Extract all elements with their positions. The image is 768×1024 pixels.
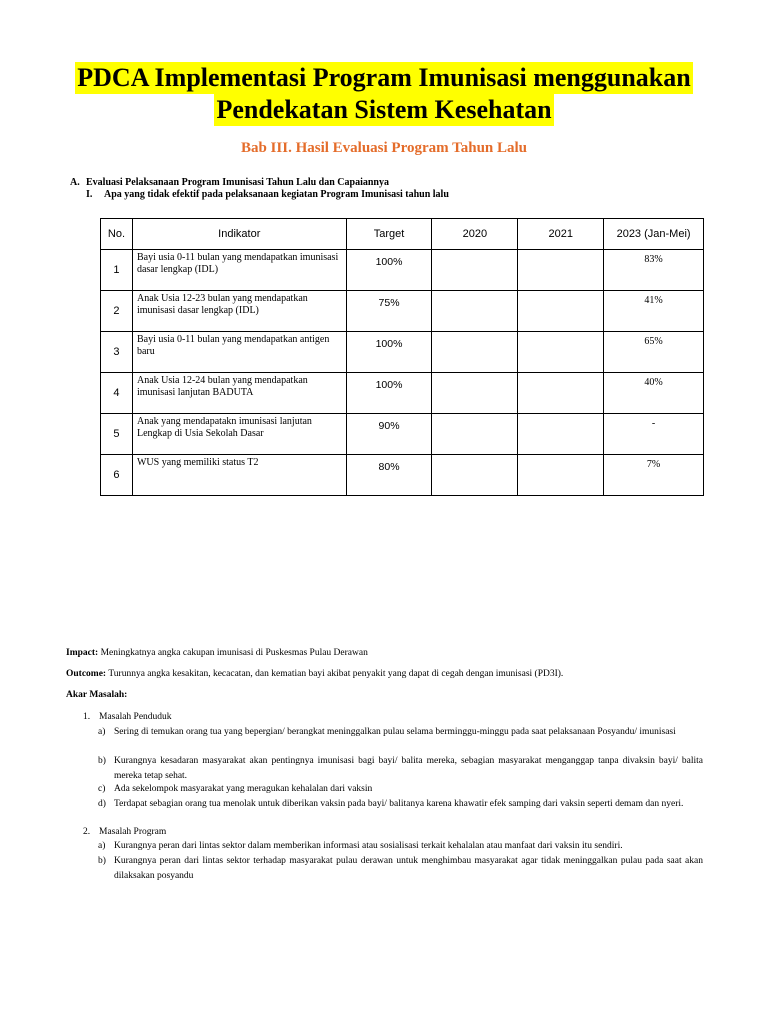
list-item-letter: a)	[98, 727, 106, 737]
cell-indikator: Bayi usia 0-11 bulan yang mendapatkan imunisasi dasar lengkap (IDL)	[132, 250, 346, 291]
header-no: No.	[101, 219, 133, 250]
list-item	[98, 839, 703, 854]
masalah-program-heading	[83, 825, 703, 840]
list-item	[98, 854, 703, 884]
list-item-letter: b)	[98, 856, 106, 866]
cell-no: 5	[101, 414, 133, 455]
cell-indikator: WUS yang memiliki status T2	[132, 455, 346, 496]
section-i-marker: I.	[86, 189, 93, 200]
cell-2021	[518, 414, 604, 455]
table-row	[101, 291, 704, 332]
masalah-penduduk-heading	[83, 710, 703, 725]
header-2020: 2020	[432, 219, 518, 250]
cell-target: 90%	[346, 414, 432, 455]
table-row	[101, 373, 704, 414]
section-a-text: Evaluasi Pelaksanaan Program Imunisasi Tahun Lalu dan Capaiannya	[86, 177, 389, 188]
list-item-letter: c)	[98, 784, 106, 794]
akar-masalah-heading	[66, 688, 704, 703]
section-i-heading	[86, 189, 449, 200]
cell-target: 100%	[346, 373, 432, 414]
akar-label: Akar Masalah:	[66, 690, 128, 700]
title-line-2: Pendekatan Sistem Kesehatan	[216, 95, 552, 124]
cell-target: 100%	[346, 332, 432, 373]
cell-2023: -	[604, 414, 704, 455]
header-2023: 2023 (Jan-Mei)	[604, 219, 704, 250]
cell-target: 80%	[346, 455, 432, 496]
list-item-text: Kurangnya kesadaran masyarakat akan pentingnya imunisasi bagi bayi/ balita mereka, sebagian masyarakat menganggap tanpa divaksin bayi/ balita mereka tetap sehat.	[114, 756, 703, 781]
list-item-letter: b)	[98, 756, 106, 766]
masalah-title: Masalah Program	[99, 827, 167, 837]
outcome-label: Outcome:	[66, 669, 107, 679]
cell-indikator: Bayi usia 0-11 bulan yang mendapatkan antigen baru	[132, 332, 346, 373]
masalah-number: 1.	[83, 712, 91, 722]
table-row	[101, 332, 704, 373]
cell-2020	[432, 373, 518, 414]
cell-2023: 41%	[604, 291, 704, 332]
cell-target: 100%	[346, 250, 432, 291]
section-a-marker: A.	[70, 177, 80, 188]
cell-indikator: Anak Usia 12-24 bulan yang mendapatkan imunisasi lanjutan BADUTA	[132, 373, 346, 414]
list-item	[98, 754, 703, 784]
list-item-letter: a)	[98, 841, 106, 851]
masalah-number: 2.	[83, 827, 91, 837]
section-i-text: Apa yang tidak efektif pada pelaksanaan kegiatan Program Imunisasi tahun lalu	[104, 189, 449, 200]
impact-text: Meningkatnya angka cakupan imunisasi di Puskesmas Pulau Derawan	[98, 648, 368, 658]
cell-target: 75%	[346, 291, 432, 332]
list-item	[98, 725, 703, 740]
document-title	[0, 62, 768, 126]
header-indikator: Indikator	[132, 219, 346, 250]
cell-2023: 83%	[604, 250, 704, 291]
cell-2020	[432, 455, 518, 496]
table-header-row	[101, 219, 704, 250]
cell-no: 1	[101, 250, 133, 291]
cell-2023: 65%	[604, 332, 704, 373]
header-2021: 2021	[518, 219, 604, 250]
cell-2020	[432, 291, 518, 332]
table-row	[101, 414, 704, 455]
cell-indikator: Anak Usia 12-23 bulan yang mendapatkan imunisasi dasar lengkap (IDL)	[132, 291, 346, 332]
cell-2021	[518, 291, 604, 332]
list-item	[98, 782, 703, 797]
list-item-text: Terdapat sebagian orang tua menolak untuk diberikan vaksin pada bayi/ balitanya karena khawatir efek samping dari vaksin seperti demam dan nyeri.	[114, 799, 684, 809]
cell-no: 4	[101, 373, 133, 414]
cell-indikator: Anak yang mendapatakn imunisasi lanjutan Lengkap di Usia Sekolah Dasar	[132, 414, 346, 455]
list-item-text: Kurangnya peran dari lintas sektor terhadap masyarakat pulau derawan untuk menghimbau masyarakat agar tidak meninggalkan pulau pada saat akan dilaksakan posyandu	[114, 856, 703, 881]
cell-no: 3	[101, 332, 133, 373]
title-line-1: PDCA Implementasi Program Imunisasi menggunakan	[77, 63, 691, 92]
cell-2021	[518, 455, 604, 496]
cell-no: 6	[101, 455, 133, 496]
table-row	[101, 455, 704, 496]
list-item-letter: d)	[98, 799, 106, 809]
impact-paragraph	[66, 646, 704, 661]
outcome-text: Turunnya angka kesakitan, kecacatan, dan kematian bayi akibat penyakit yang dapat di cegah dengan imunisasi (PD3I).	[106, 669, 564, 679]
cell-2021	[518, 373, 604, 414]
outcome-paragraph	[66, 667, 704, 682]
masalah-title: Masalah Penduduk	[99, 712, 172, 722]
cell-2020	[432, 332, 518, 373]
cell-2021	[518, 250, 604, 291]
cell-no: 2	[101, 291, 133, 332]
list-item	[98, 797, 703, 812]
list-item-text: Sering di temukan orang tua yang bepergian/ berangkat meninggalkan pulau selama berminggu-minggu pada saat pelaksanaan Posyandu/ imunisasi	[114, 727, 676, 737]
chapter-subtitle: Bab III. Hasil Evaluasi Program Tahun Lalu	[240, 140, 528, 156]
table-row	[101, 250, 704, 291]
list-item-text: Ada sekelompok masyarakat yang meragukan kehalalan dari vaksin	[114, 784, 373, 794]
header-target: Target	[346, 219, 432, 250]
cell-2023: 7%	[604, 455, 704, 496]
cell-2023: 40%	[604, 373, 704, 414]
cell-2020	[432, 414, 518, 455]
list-item-text: Kurangnya peran dari lintas sektor dalam memberikan informasi atau sosialisasi terkait kehalalan atau manfaat dari vaksin itu sendiri.	[114, 841, 623, 851]
cell-2021	[518, 332, 604, 373]
indicator-table	[100, 218, 704, 496]
cell-2020	[432, 250, 518, 291]
impact-label: Impact:	[66, 648, 99, 658]
section-a-heading	[70, 177, 389, 188]
